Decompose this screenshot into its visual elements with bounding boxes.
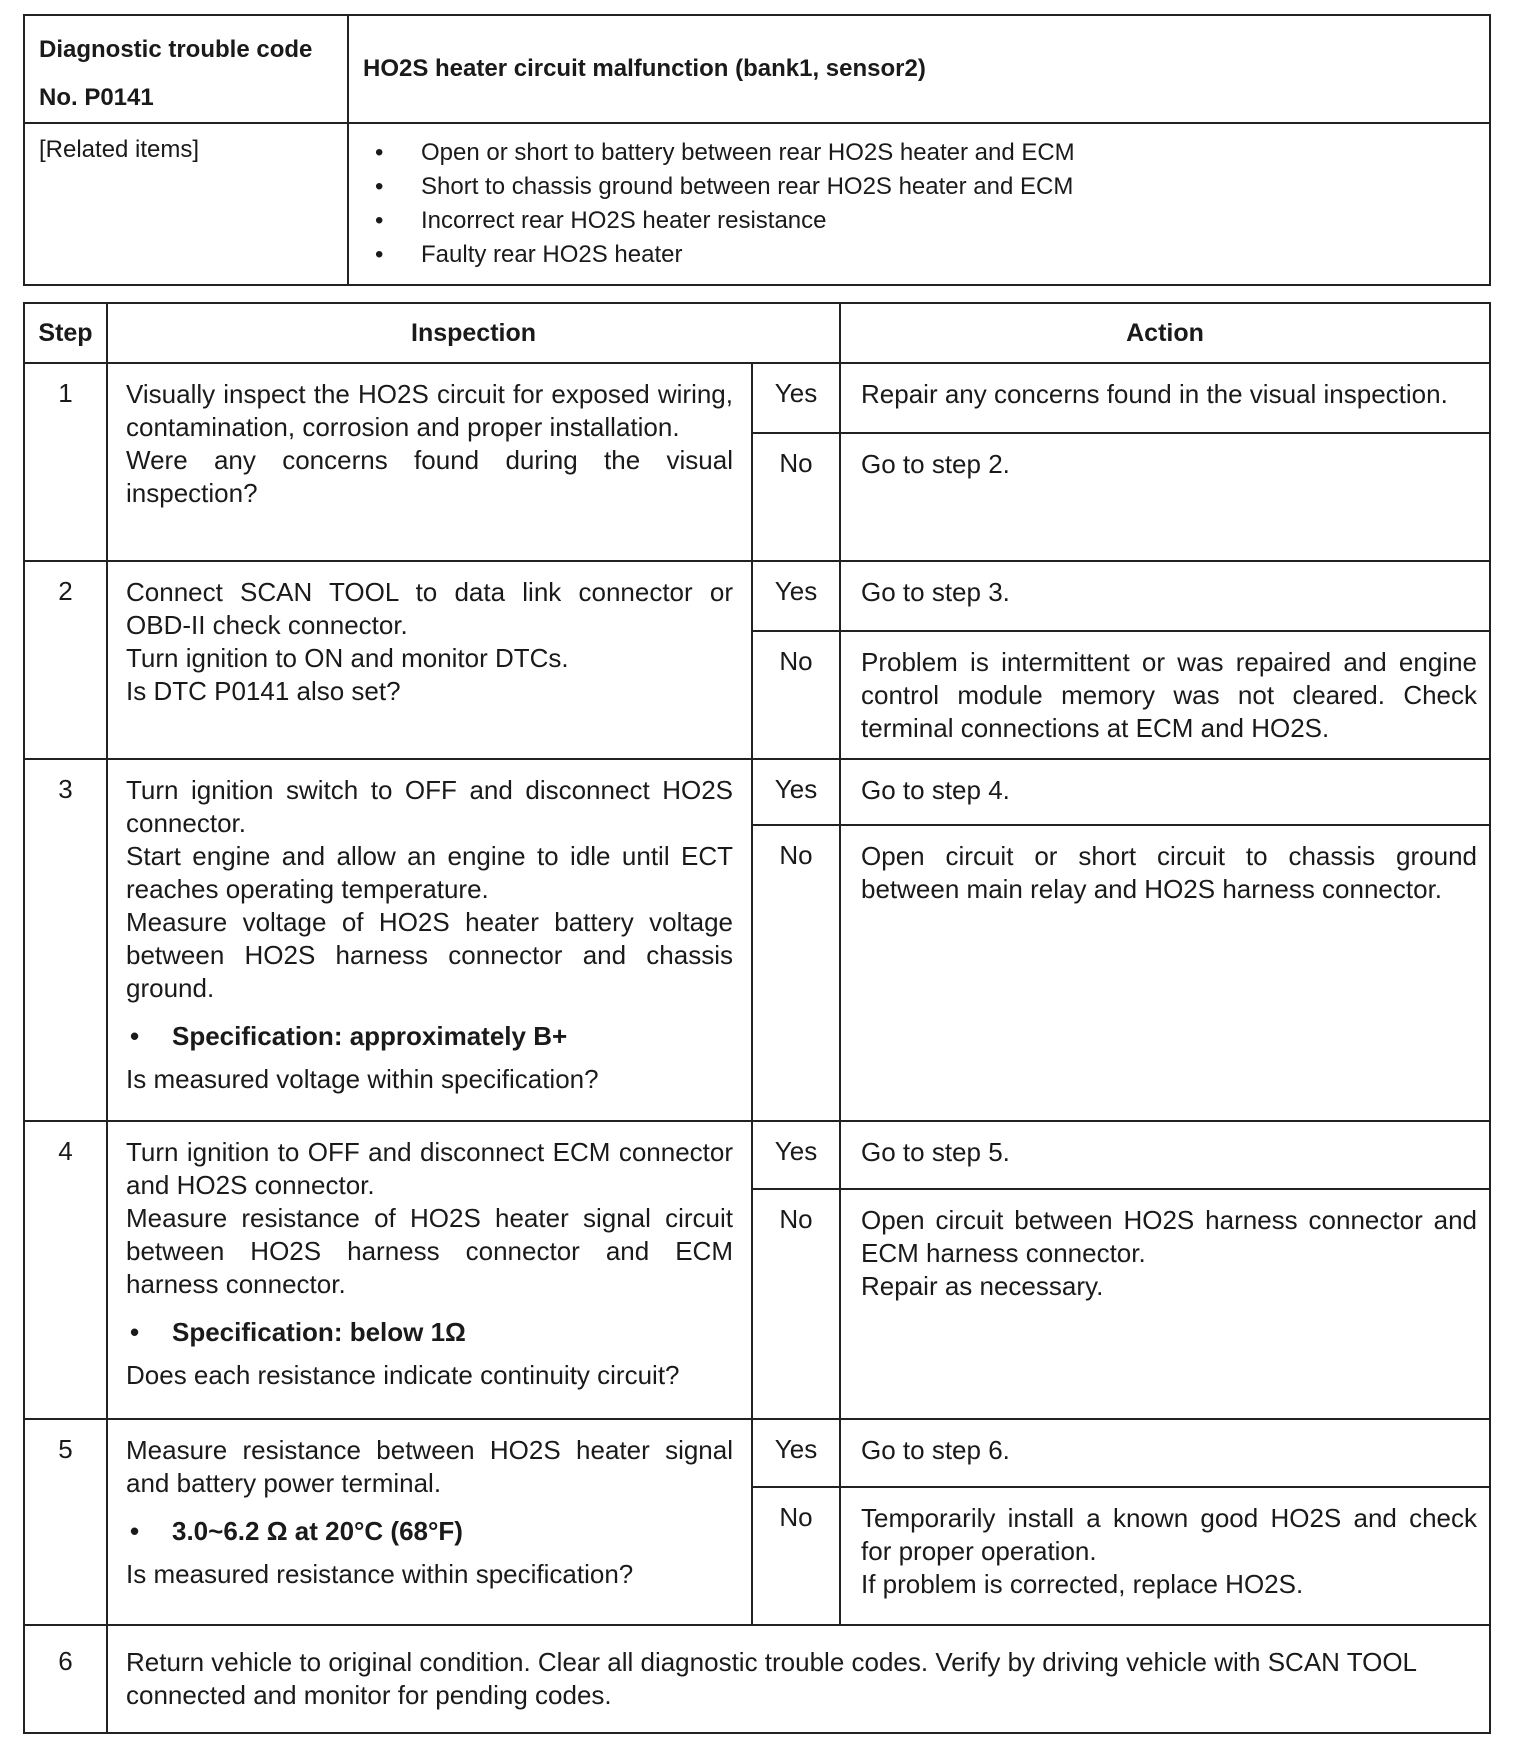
step-row (24, 561, 1490, 631)
action-text: Go to step 3. (861, 577, 1010, 607)
step-row (24, 1625, 1490, 1733)
step-number: 4 (24, 1121, 107, 1419)
no-label: No (752, 1487, 840, 1625)
yes-label: Yes (752, 1419, 840, 1487)
inspection-question: Were any concerns found during the visual inspection? (126, 445, 733, 508)
no-action (840, 1487, 1490, 1625)
no-label: No (752, 631, 840, 759)
no-label: No (752, 825, 840, 1121)
specification: • 3.0~6.2 Ω at 20°C (68°F) (126, 1514, 733, 1548)
no-label: No (752, 1189, 840, 1419)
spec-list (126, 1514, 733, 1548)
table-header-row (24, 303, 1490, 363)
action-text: Go to step 5. (861, 1137, 1010, 1167)
related-items-label: [Related items] (24, 123, 348, 285)
no-action (840, 825, 1490, 1121)
step-number: 1 (24, 363, 107, 561)
dtc-header-table (23, 14, 1491, 286)
step-inspection (107, 759, 752, 1121)
related-item: • Faulty rear HO2S heater (363, 238, 1475, 272)
action-text: Repair any concerns found in the visual inspection. (861, 379, 1448, 409)
step-inspection (107, 1121, 752, 1419)
yes-action (840, 363, 1490, 433)
step-inspection-full: Return vehicle to original condition. Clear all diagnostic trouble codes. Verify by driving vehicle with SCAN TOOL connected and monitor for pending codes. (107, 1625, 1490, 1733)
inspection-text: Turn ignition to ON and monitor DTCs. (126, 643, 569, 673)
no-action (840, 1189, 1490, 1419)
inspection-question: Is measured resistance within specification? (126, 1559, 634, 1589)
yes-label: Yes (752, 561, 840, 631)
step-number: 2 (24, 561, 107, 759)
step-number: 3 (24, 759, 107, 1121)
inspection-text: Turn ignition to OFF and disconnect ECM connector and HO2S connector. (126, 1137, 733, 1200)
column-header-step: Step (24, 303, 107, 363)
spec-list (126, 1315, 733, 1349)
action-text: Problem is intermittent or was repaired and engine control module memory was not cleared. Check terminal connections at ECM and HO2S. (861, 647, 1478, 743)
dtc-code-number: No. P0141 (39, 84, 154, 111)
inspection-text: Measure resistance between HO2S heater signal and battery power terminal. (126, 1435, 733, 1498)
related-item: • Open or short to battery between rear HO2S heater and ECM (363, 136, 1475, 170)
dtc-title: HO2S heater circuit malfunction (bank1, sensor2) (348, 15, 1490, 123)
action-text: If problem is corrected, replace HO2S. (861, 1569, 1304, 1599)
specification: • Specification: below 1Ω (126, 1315, 733, 1349)
related-item: • Short to chassis ground between rear HO2S heater and ECM (363, 170, 1475, 204)
no-action (840, 631, 1490, 759)
action-text: Open circuit or short circuit to chassis ground between main relay and HO2S harness connector. (861, 841, 1478, 904)
step-inspection (107, 363, 752, 561)
step-number: 6 (24, 1625, 107, 1733)
yes-action (840, 561, 1490, 631)
step-inspection (107, 561, 752, 759)
action-text: Open circuit between HO2S harness connector and ECM harness connector. (861, 1205, 1478, 1268)
action-text: Go to step 2. (861, 449, 1010, 479)
yes-action (840, 1121, 1490, 1189)
no-label: No (752, 433, 840, 561)
yes-label: Yes (752, 363, 840, 433)
spec-list (126, 1019, 733, 1053)
inspection-question: Does each resistance indicate continuity circuit? (126, 1360, 680, 1390)
specification: • Specification: approximately B+ (126, 1019, 733, 1053)
step-row (24, 1121, 1490, 1189)
yes-action (840, 1419, 1490, 1487)
step-row (24, 1419, 1490, 1487)
inspection-text: Start engine and allow an engine to idle until ECT reaches operating temperature. (126, 841, 733, 904)
inspection-text: Turn ignition switch to OFF and disconnect HO2S connector. (126, 775, 733, 838)
action-text: Repair as necessary. (861, 1271, 1104, 1301)
column-header-action: Action (840, 303, 1490, 363)
inspection-question: Is measured voltage within specification? (126, 1064, 599, 1094)
action-text: Go to step 4. (861, 775, 1010, 805)
related-item: • Incorrect rear HO2S heater resistance (363, 204, 1475, 238)
related-items-cell (348, 123, 1490, 285)
dtc-code-label: Diagnostic trouble code (39, 36, 313, 63)
inspection-text: Connect SCAN TOOL to data link connector or OBD-II check connector. (126, 577, 733, 640)
no-action (840, 433, 1490, 561)
diagnostic-steps-table (23, 302, 1491, 1734)
yes-label: Yes (752, 1121, 840, 1189)
column-header-inspection: Inspection (107, 303, 840, 363)
dtc-code-cell (24, 15, 348, 123)
yes-label: Yes (752, 759, 840, 825)
inspection-question: Is DTC P0141 also set? (126, 676, 401, 706)
inspection-text: Measure resistance of HO2S heater signal circuit between HO2S harness connector and ECM harness connector. (126, 1203, 733, 1299)
related-items-list (363, 136, 1475, 272)
action-text: Temporarily install a known good HO2S and check for proper operation. (861, 1503, 1478, 1566)
action-text: Go to step 6. (861, 1435, 1010, 1465)
step-row (24, 363, 1490, 433)
inspection-text: Visually inspect the HO2S circuit for exposed wiring, contamination, corrosion and proper installation. (126, 379, 733, 442)
yes-action (840, 759, 1490, 825)
step-number: 5 (24, 1419, 107, 1625)
step-row (24, 759, 1490, 825)
step-inspection (107, 1419, 752, 1625)
inspection-text: Measure voltage of HO2S heater battery voltage between HO2S harness connector and chassis ground. (126, 907, 733, 1003)
